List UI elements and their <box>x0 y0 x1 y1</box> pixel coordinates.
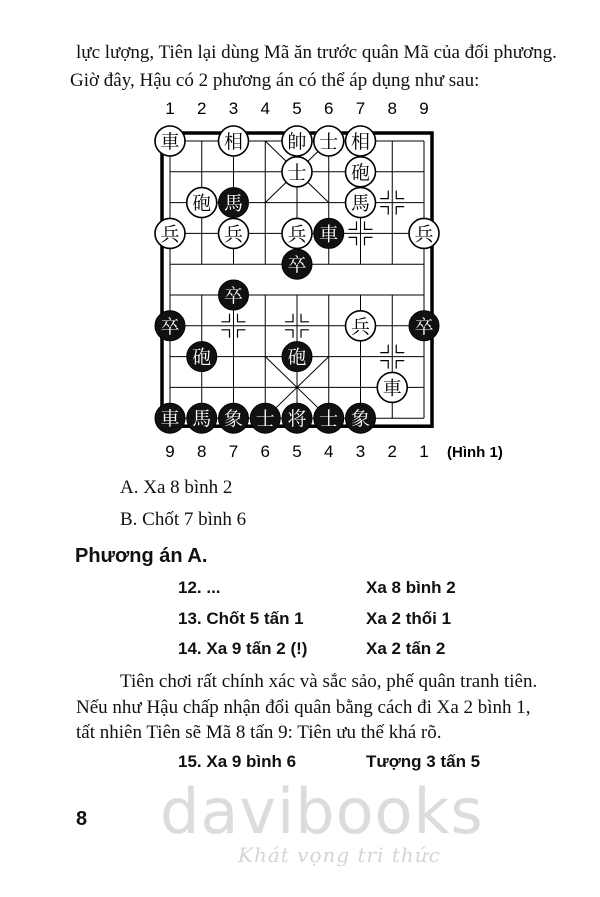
piece-label: 士 <box>319 131 339 153</box>
top-file-number: 2 <box>197 99 207 118</box>
bottom-file-numbers <box>165 442 428 461</box>
piece-label: 士 <box>319 408 339 431</box>
piece-white[interactable] <box>187 188 217 218</box>
top-file-number: 3 <box>228 99 239 118</box>
piece-label: 砲 <box>350 161 371 184</box>
piece-white[interactable] <box>346 157 376 187</box>
piece-white[interactable] <box>314 126 344 156</box>
piece-white[interactable] <box>219 126 249 156</box>
top-file-number: 1 <box>165 99 175 118</box>
bottom-file-number: 8 <box>197 442 207 461</box>
piece-white[interactable] <box>346 188 376 218</box>
piece-white[interactable] <box>282 126 312 156</box>
piece-label: 兵 <box>160 223 180 246</box>
top-file-number: 5 <box>292 99 302 118</box>
move-15-white: 15. Xa 9 bình 6 <box>178 752 297 771</box>
option-a: A. Xa 8 bình 2 <box>120 477 233 498</box>
section-heading: Phương án A. <box>75 545 208 567</box>
top-file-number: 4 <box>260 99 270 118</box>
piece-label: 兵 <box>414 223 434 246</box>
piece-black[interactable] <box>282 342 312 372</box>
piece-label: 士 <box>287 161 307 184</box>
piece-white[interactable] <box>409 218 439 248</box>
top-file-number: 6 <box>324 99 334 118</box>
piece-black[interactable] <box>155 311 185 341</box>
piece-black[interactable] <box>187 342 217 372</box>
piece-label: 象 <box>223 408 244 431</box>
move-14-white: 14. Xa 9 tấn 2 (!) <box>178 639 308 658</box>
piece-black[interactable] <box>187 403 217 433</box>
piece-label: 兵 <box>223 223 244 246</box>
piece-label: 馬 <box>223 192 244 215</box>
piece-white[interactable] <box>346 126 376 156</box>
piece-label: 卒 <box>223 285 244 307</box>
paragraph-line-3: tất nhiên Tiên sẽ Mã 8 tấn 9: Tiên ưu thế khá rõ. <box>76 722 442 743</box>
piece-black[interactable] <box>219 280 249 310</box>
piece-label: 車 <box>160 408 180 431</box>
top-file-number: 8 <box>387 99 397 118</box>
piece-white[interactable] <box>282 157 312 187</box>
piece-black[interactable] <box>155 403 185 433</box>
piece-white[interactable] <box>219 218 249 248</box>
piece-label: 車 <box>160 131 180 153</box>
piece-label: 卒 <box>287 254 307 277</box>
piece-label: 相 <box>223 131 244 153</box>
piece-white[interactable] <box>155 126 185 156</box>
bottom-file-number: 6 <box>260 442 270 461</box>
bottom-file-number: 3 <box>355 442 366 461</box>
move-12-black: Xa 8 bình 2 <box>366 578 456 597</box>
piece-label: 車 <box>382 377 402 400</box>
top-file-number: 9 <box>419 99 429 118</box>
piece-black[interactable] <box>219 188 249 218</box>
piece-white[interactable] <box>282 218 312 248</box>
piece-black[interactable] <box>314 218 344 248</box>
move-13-black: Xa 2 thối 1 <box>366 609 452 628</box>
piece-label: 帥 <box>287 131 307 153</box>
piece-label: 相 <box>350 131 371 153</box>
move-15-black: Tượng 3 tấn 5 <box>366 752 481 771</box>
intro-line-1: lực lượng, Tiên lại dùng Mã ăn trước quân Mã của đối phương. <box>76 42 557 63</box>
piece-white[interactable] <box>346 311 376 341</box>
piece-label: 砲 <box>287 346 307 369</box>
piece-black[interactable] <box>282 403 312 433</box>
piece-black[interactable] <box>250 403 280 433</box>
page-number: 8 <box>76 808 88 830</box>
piece-label: 卒 <box>414 315 434 338</box>
bottom-file-number: 2 <box>387 442 397 461</box>
move-14-black: Xa 2 tấn 2 <box>366 639 446 658</box>
piece-label: 兵 <box>287 223 307 246</box>
top-file-numbers <box>165 99 428 118</box>
piece-white[interactable] <box>377 372 407 402</box>
piece-label: 兵 <box>350 315 371 338</box>
move-12-white: 12. ... <box>178 578 221 597</box>
piece-label: 馬 <box>350 192 371 215</box>
piece-black[interactable] <box>409 311 439 341</box>
piece-label: 砲 <box>192 192 212 215</box>
watermark-tagline: Khát vọng tri thức <box>238 843 441 867</box>
paragraph-line-2: Nếu như Hậu chấp nhận đổi quân bằng cách đi Xa 2 bình 1, <box>76 697 531 718</box>
piece-label: 砲 <box>192 346 212 369</box>
piece-label: 士 <box>255 408 275 431</box>
piece-black[interactable] <box>282 249 312 279</box>
piece-label: 馬 <box>192 408 212 431</box>
position-markers <box>222 191 405 369</box>
piece-label: 将 <box>287 408 307 431</box>
top-file-number: 7 <box>355 99 366 118</box>
option-b: B. Chốt 7 bình 6 <box>120 509 247 530</box>
move-13-white: 13. Chốt 5 tấn 1 <box>178 609 304 628</box>
piece-label: 車 <box>319 223 339 246</box>
piece-label: 象 <box>350 408 371 431</box>
piece-black[interactable] <box>314 403 344 433</box>
piece-black[interactable] <box>346 403 376 433</box>
piece-white[interactable] <box>155 218 185 248</box>
bottom-file-number: 1 <box>419 442 429 461</box>
piece-black[interactable] <box>219 403 249 433</box>
intro-line-2: Giờ đây, Hậu có 2 phương án có thể áp dụng như sau: <box>70 70 480 91</box>
figure-caption: (Hình 1) <box>447 444 503 461</box>
bottom-file-number: 9 <box>165 442 175 461</box>
paragraph-line-1: Tiên chơi rất chính xác và sắc sảo, phế quân tranh tiên. <box>120 671 538 692</box>
bottom-file-number: 7 <box>228 442 239 461</box>
watermark-brand: davibooks <box>160 775 484 848</box>
bottom-file-number: 5 <box>292 442 302 461</box>
piece-label: 卒 <box>160 315 180 338</box>
bottom-file-number: 4 <box>324 442 334 461</box>
